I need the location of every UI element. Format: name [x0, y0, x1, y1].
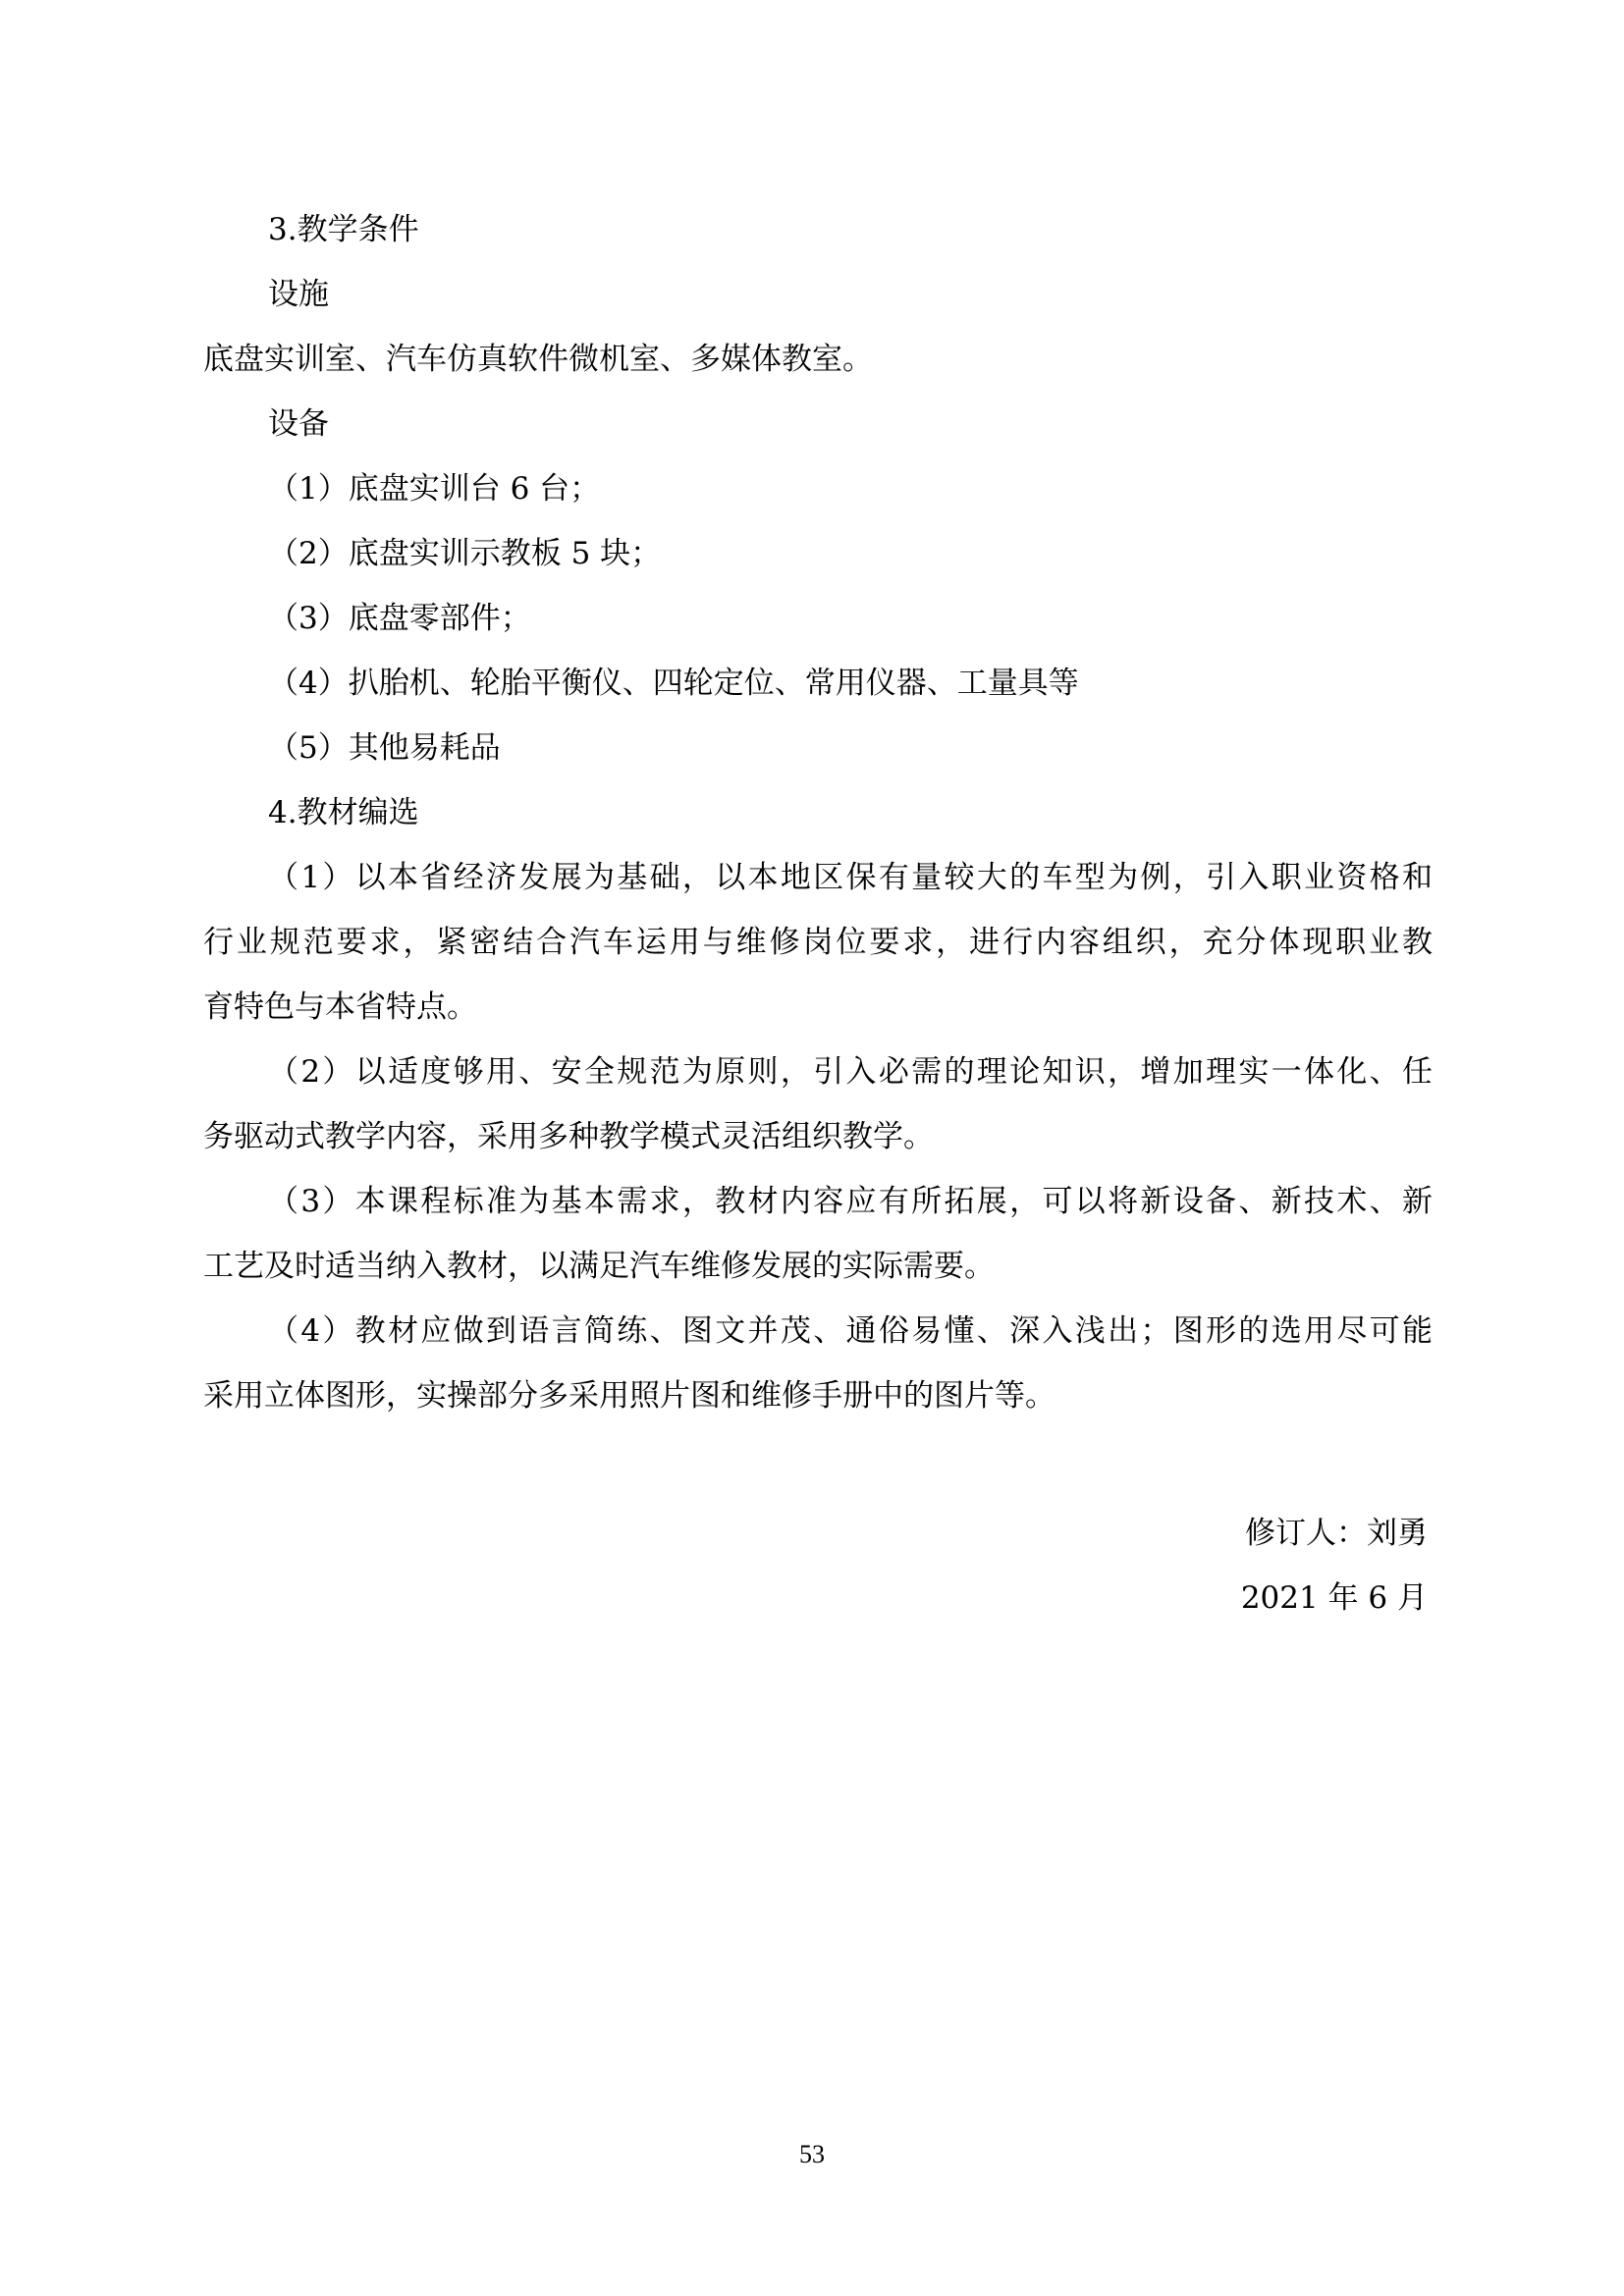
paragraph-line: 工艺及时适当纳入教材，以满足汽车维修发展的实际需要。	[203, 1249, 995, 1284]
paragraph-line: （1）以本省经济发展为基础，以本地区保有量较大的车型为例，引入职业资格和	[268, 860, 1433, 895]
equipment-item: （3）底盘零部件；	[268, 601, 531, 636]
paragraph-line: 务驱动式教学内容，采用多种教学模式灵活组织教学。	[203, 1119, 934, 1154]
revision-date: 2021 年 6 月	[1240, 1580, 1428, 1616]
equipment-item: （1）底盘实训台 6 台；	[268, 471, 601, 507]
equipment-item: （5）其他易耗品	[268, 730, 501, 766]
equipment-item: （4）扒胎机、轮胎平衡仪、四轮定位、常用仪器、工量具等	[268, 666, 1079, 701]
equipment-item: （2）底盘实训示教板 5 块；	[268, 536, 662, 571]
facilities-label: 设施	[268, 277, 329, 312]
paragraph-line: （2）以适度够用、安全规范为原则，引入必需的理论知识，增加理实一体化、任	[268, 1054, 1433, 1090]
section-heading-teaching-conditions: 3.教学条件	[268, 212, 419, 247]
paragraph-line: 采用立体图形，实操部分多采用照片图和维修手册中的图片等。	[203, 1378, 1056, 1414]
paragraph-line: 行业规范要求，紧密结合汽车运用与维修岗位要求，进行内容组织，充分体现职业教	[203, 925, 1433, 960]
reviser-signature: 修订人：刘勇	[1245, 1516, 1428, 1551]
paragraph-line: （3）本课程标准为基本需求，教材内容应有所拓展，可以将新设备、新技术、新	[268, 1184, 1433, 1219]
equipment-label: 设备	[268, 406, 329, 442]
section-heading-textbook-selection: 4.教材编选	[268, 795, 419, 830]
facilities-text: 底盘实训室、汽车仿真软件微机室、多媒体教室。	[203, 342, 873, 377]
page-number: 53	[799, 2140, 825, 2168]
paragraph-line: 育特色与本省特点。	[203, 989, 477, 1025]
paragraph-line: （4）教材应做到语言简练、图文并茂、通俗易懂、深入浅出；图形的选用尽可能	[268, 1313, 1433, 1349]
